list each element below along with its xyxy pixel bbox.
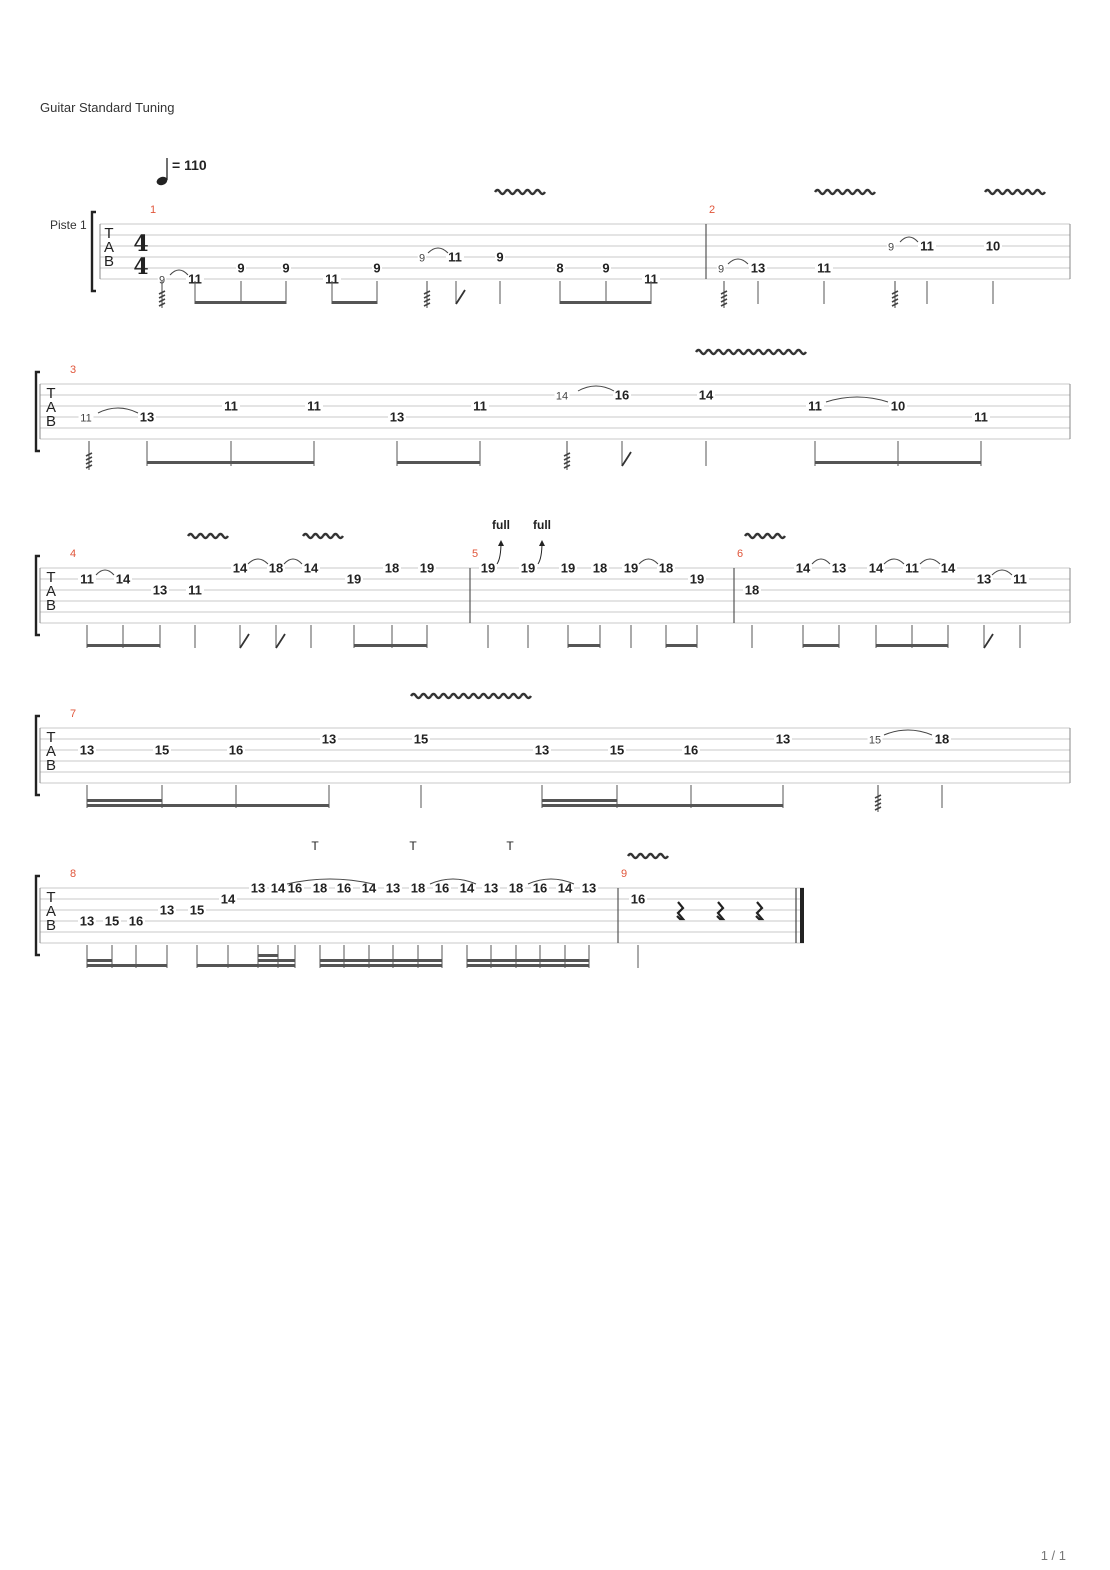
tap-label: T <box>311 839 319 853</box>
beam <box>320 964 442 967</box>
vibrato-segment <box>1025 190 1035 194</box>
fret-number: 11 <box>188 271 202 287</box>
beam <box>876 644 948 647</box>
vibrato-segment <box>796 350 806 354</box>
fret-number: 13 <box>139 409 155 425</box>
fret-number: 18 <box>268 560 284 576</box>
tie <box>248 559 268 564</box>
fret-number: 19 <box>419 560 435 576</box>
fret-number: 13 <box>152 582 168 598</box>
fret-number: 14 <box>868 560 884 576</box>
fret-number: 16 <box>532 880 548 896</box>
fret-number: 11 <box>307 398 321 414</box>
time-signature-bottom: 4 <box>133 254 149 280</box>
fret-number: 9 <box>237 260 245 276</box>
fret-number: 15 <box>609 742 625 758</box>
fret-number: 11 <box>920 238 934 254</box>
vibrato-mark <box>745 534 785 538</box>
tab-clef-letter: T <box>104 225 114 242</box>
fret-number: 16 <box>287 880 303 896</box>
system-bracket <box>36 876 40 955</box>
tie <box>96 570 114 575</box>
vibrato-segment <box>511 694 521 698</box>
vibrato-segment <box>716 350 726 354</box>
fret-number: 18 <box>744 582 760 598</box>
system-bracket <box>92 212 96 291</box>
vibrato-segment <box>755 534 765 538</box>
bend-label: full <box>492 518 510 532</box>
tab-clef-letter: A <box>45 583 57 600</box>
fret-number: 16 <box>128 913 144 929</box>
fret-number: 11 <box>644 271 658 287</box>
vibrato-mark <box>696 350 806 354</box>
measure-number: 5 <box>472 548 479 560</box>
vibrato-segment <box>775 534 785 538</box>
tab-system <box>92 190 1070 308</box>
fret-number: 10 <box>985 238 1001 254</box>
fret-number: 19 <box>689 571 705 587</box>
beam <box>87 804 329 807</box>
vibrato-mark <box>495 190 545 194</box>
vibrato-segment <box>706 350 716 354</box>
vibrato-segment <box>333 534 343 538</box>
vibrato-segment <box>855 190 865 194</box>
fret-number: 13 <box>250 880 266 896</box>
tie <box>728 259 748 264</box>
measure-number: 8 <box>70 868 77 880</box>
vibrato-mark <box>188 534 228 538</box>
vibrato-segment <box>648 854 658 858</box>
vibrato-segment <box>505 190 515 194</box>
vibrato-segment <box>323 534 333 538</box>
fret-number: 13 <box>385 880 401 896</box>
vibrato-segment <box>421 694 431 698</box>
tie <box>98 408 138 413</box>
fret-number: 11 <box>188 582 202 598</box>
note-flag <box>984 634 993 648</box>
vibrato-mark <box>303 534 343 538</box>
beam-secondary <box>542 799 617 802</box>
fret-number: 13 <box>389 409 405 425</box>
vibrato-segment <box>766 350 776 354</box>
beam <box>666 644 697 647</box>
beam <box>197 964 295 967</box>
measure-number: 1 <box>150 204 157 216</box>
tempo-marking <box>155 157 206 187</box>
tie <box>284 559 302 564</box>
tab-clef-letter: B <box>45 413 57 430</box>
beam <box>87 964 167 967</box>
tab-clef-letter: B <box>103 253 115 270</box>
vibrato-segment <box>745 534 755 538</box>
fret-number: 9 <box>496 249 504 265</box>
beam <box>354 644 427 647</box>
fret-number: 14 <box>459 880 475 896</box>
fret-number: 13 <box>159 902 175 918</box>
fret-number: 11 <box>448 249 462 265</box>
vibrato-segment <box>746 350 756 354</box>
vibrato-segment <box>985 190 995 194</box>
beam <box>397 461 480 464</box>
beam <box>332 301 377 304</box>
beam-secondary <box>87 959 112 962</box>
beam <box>147 461 314 464</box>
vibrato-segment <box>756 350 766 354</box>
vibrato-segment <box>628 854 638 858</box>
vibrato-segment <box>736 350 746 354</box>
time-signature-top: 4 <box>133 231 149 257</box>
vibrato-segment <box>525 190 535 194</box>
vibrato-segment <box>441 694 451 698</box>
tie <box>992 570 1012 575</box>
bend-arrowhead <box>498 540 504 546</box>
vibrato-segment <box>995 190 1005 194</box>
grace-note: 9 <box>887 241 895 254</box>
vibrato-segment <box>501 694 511 698</box>
tab-clef-letter: A <box>103 239 115 256</box>
beam <box>467 964 589 967</box>
fret-number: 18 <box>410 880 426 896</box>
vibrato-segment <box>1035 190 1045 194</box>
fret-number: 15 <box>154 742 170 758</box>
vibrato-segment <box>776 350 786 354</box>
fret-number: 9 <box>602 260 610 276</box>
note-flag <box>240 634 249 648</box>
tie <box>428 248 448 253</box>
fret-number: 16 <box>614 387 630 403</box>
tie <box>578 386 614 391</box>
fret-number: 11 <box>325 271 339 287</box>
tab-clef-letter: B <box>45 917 57 934</box>
note-flag <box>456 290 465 304</box>
fret-number: 14 <box>940 560 956 576</box>
vibrato-segment <box>515 190 525 194</box>
tie <box>812 559 830 564</box>
fret-number: 13 <box>79 913 95 929</box>
grace-note: 15 <box>868 734 882 747</box>
fret-number: 18 <box>592 560 608 576</box>
vibrato-mark <box>985 190 1045 194</box>
beam <box>87 644 160 647</box>
vibrato-segment <box>303 534 313 538</box>
tab-clef-letter: B <box>45 597 57 614</box>
tab-system <box>36 518 1070 648</box>
fret-number: 16 <box>434 880 450 896</box>
fret-number: 15 <box>413 731 429 747</box>
vibrato-mark <box>411 694 531 698</box>
fret-number: 18 <box>508 880 524 896</box>
vibrato-segment <box>786 350 796 354</box>
fret-number: 16 <box>228 742 244 758</box>
vibrato-segment <box>461 694 471 698</box>
vibrato-segment <box>696 350 706 354</box>
fret-number: 9 <box>373 260 381 276</box>
fret-number: 13 <box>321 731 337 747</box>
vibrato-segment <box>198 534 208 538</box>
fret-number: 14 <box>303 560 319 576</box>
fret-number: 13 <box>976 571 992 587</box>
vibrato-segment <box>865 190 875 194</box>
fret-number: 18 <box>312 880 328 896</box>
system-bracket <box>36 556 40 635</box>
vibrato-segment <box>835 190 845 194</box>
tie <box>884 559 904 564</box>
tie <box>639 559 658 564</box>
grace-note: 9 <box>717 263 725 276</box>
tap-label: T <box>409 839 417 853</box>
tuning-label: Guitar Standard Tuning <box>40 100 175 115</box>
fret-number: 11 <box>224 398 238 414</box>
grace-note: 14 <box>555 390 569 403</box>
fret-number: 19 <box>346 571 362 587</box>
beam <box>568 644 600 647</box>
measure-number: 7 <box>70 708 77 720</box>
fret-number: 13 <box>79 742 95 758</box>
vibrato-mark <box>815 190 875 194</box>
fret-number: 16 <box>683 742 699 758</box>
vibrato-segment <box>491 694 501 698</box>
vibrato-segment <box>535 190 545 194</box>
beam-secondary <box>320 959 442 962</box>
fret-number: 14 <box>698 387 714 403</box>
tab-system <box>36 350 1070 470</box>
fret-number: 19 <box>560 560 576 576</box>
fret-number: 13 <box>775 731 791 747</box>
beam <box>560 301 651 304</box>
fret-number: 13 <box>581 880 597 896</box>
vibrato-segment <box>208 534 218 538</box>
vibrato-segment <box>411 694 421 698</box>
fret-number: 16 <box>336 880 352 896</box>
measure-number: 6 <box>737 548 744 560</box>
vibrato-mark <box>628 854 668 858</box>
fret-number: 11 <box>473 398 487 414</box>
vibrato-segment <box>451 694 461 698</box>
fret-number: 19 <box>623 560 639 576</box>
bend-arrowhead <box>539 540 545 546</box>
tab-clef-letter: B <box>45 757 57 774</box>
vibrato-segment <box>188 534 198 538</box>
beam <box>542 804 783 807</box>
track-name: Piste 1 <box>50 218 87 232</box>
fret-number: 8 <box>556 260 564 276</box>
fret-number: 14 <box>361 880 377 896</box>
fret-number: 11 <box>808 398 822 414</box>
beam-tertiary <box>258 954 278 957</box>
vibrato-segment <box>825 190 835 194</box>
beam <box>803 644 839 647</box>
beam <box>195 301 286 304</box>
vibrato-segment <box>481 694 491 698</box>
fret-number: 18 <box>934 731 950 747</box>
bend-label: full <box>533 518 551 532</box>
fret-number: 11 <box>80 571 94 587</box>
system-bracket <box>36 372 40 451</box>
tab-clef-letter: T <box>46 889 56 906</box>
note-flag <box>622 452 631 466</box>
vibrato-segment <box>815 190 825 194</box>
tie <box>920 559 940 564</box>
vibrato-segment <box>495 190 505 194</box>
fret-number: 13 <box>831 560 847 576</box>
tie <box>170 270 188 275</box>
system-bracket <box>36 716 40 795</box>
tap-label: T <box>506 839 514 853</box>
fret-number: 13 <box>750 260 766 276</box>
tempo-text: = 110 <box>172 157 207 173</box>
fret-number: 15 <box>189 902 205 918</box>
tab-clef-letter: T <box>46 729 56 746</box>
vibrato-segment <box>638 854 648 858</box>
tab-system <box>36 839 804 968</box>
fret-number: 19 <box>520 560 536 576</box>
tab-system <box>36 694 1070 812</box>
tie <box>900 237 918 242</box>
fret-number: 14 <box>795 560 811 576</box>
beam <box>815 461 981 464</box>
grace-note: 11 <box>80 412 92 425</box>
fret-number: 19 <box>480 560 496 576</box>
tab-clef-letter: A <box>45 743 57 760</box>
measure-number: 2 <box>709 204 716 216</box>
fret-number: 15 <box>104 913 120 929</box>
vibrato-segment <box>1015 190 1025 194</box>
fret-number: 14 <box>270 880 286 896</box>
fret-number: 18 <box>384 560 400 576</box>
fret-number: 16 <box>630 891 646 907</box>
fret-number: 11 <box>1013 571 1027 587</box>
tab-clef-letter: T <box>46 569 56 586</box>
tie <box>826 397 888 402</box>
vibrato-segment <box>658 854 668 858</box>
vibrato-segment <box>431 694 441 698</box>
fret-number: 14 <box>557 880 573 896</box>
beam-secondary <box>467 959 589 962</box>
fret-number: 14 <box>232 560 248 576</box>
measure-number: 9 <box>621 868 628 880</box>
vibrato-segment <box>471 694 481 698</box>
page-number: 1 / 1 <box>1040 1548 1066 1563</box>
vibrato-segment <box>313 534 323 538</box>
fret-number: 13 <box>534 742 550 758</box>
fret-number: 14 <box>115 571 131 587</box>
vibrato-segment <box>845 190 855 194</box>
measure-number: 4 <box>70 548 77 560</box>
fret-number: 13 <box>483 880 499 896</box>
final-barline <box>800 888 804 943</box>
tab-clef-letter: T <box>46 385 56 402</box>
tie <box>884 730 932 735</box>
fret-number: 10 <box>890 398 906 414</box>
fret-number: 11 <box>817 260 831 276</box>
note-flag <box>276 634 285 648</box>
vibrato-segment <box>765 534 775 538</box>
fret-number: 9 <box>282 260 290 276</box>
grace-note: 9 <box>158 274 166 287</box>
vibrato-segment <box>726 350 736 354</box>
tab-clef-letter: A <box>45 399 57 416</box>
fret-number: 14 <box>220 891 236 907</box>
beam-secondary <box>87 799 162 802</box>
measure-number: 3 <box>70 364 77 376</box>
beam-secondary <box>258 959 295 962</box>
vibrato-segment <box>218 534 228 538</box>
tab-clef-letter: A <box>45 903 57 920</box>
fret-number: 11 <box>974 409 988 425</box>
fret-number: 18 <box>658 560 674 576</box>
fret-number: 11 <box>905 560 919 576</box>
vibrato-segment <box>1005 190 1015 194</box>
vibrato-segment <box>521 694 531 698</box>
grace-note: 9 <box>418 252 426 265</box>
